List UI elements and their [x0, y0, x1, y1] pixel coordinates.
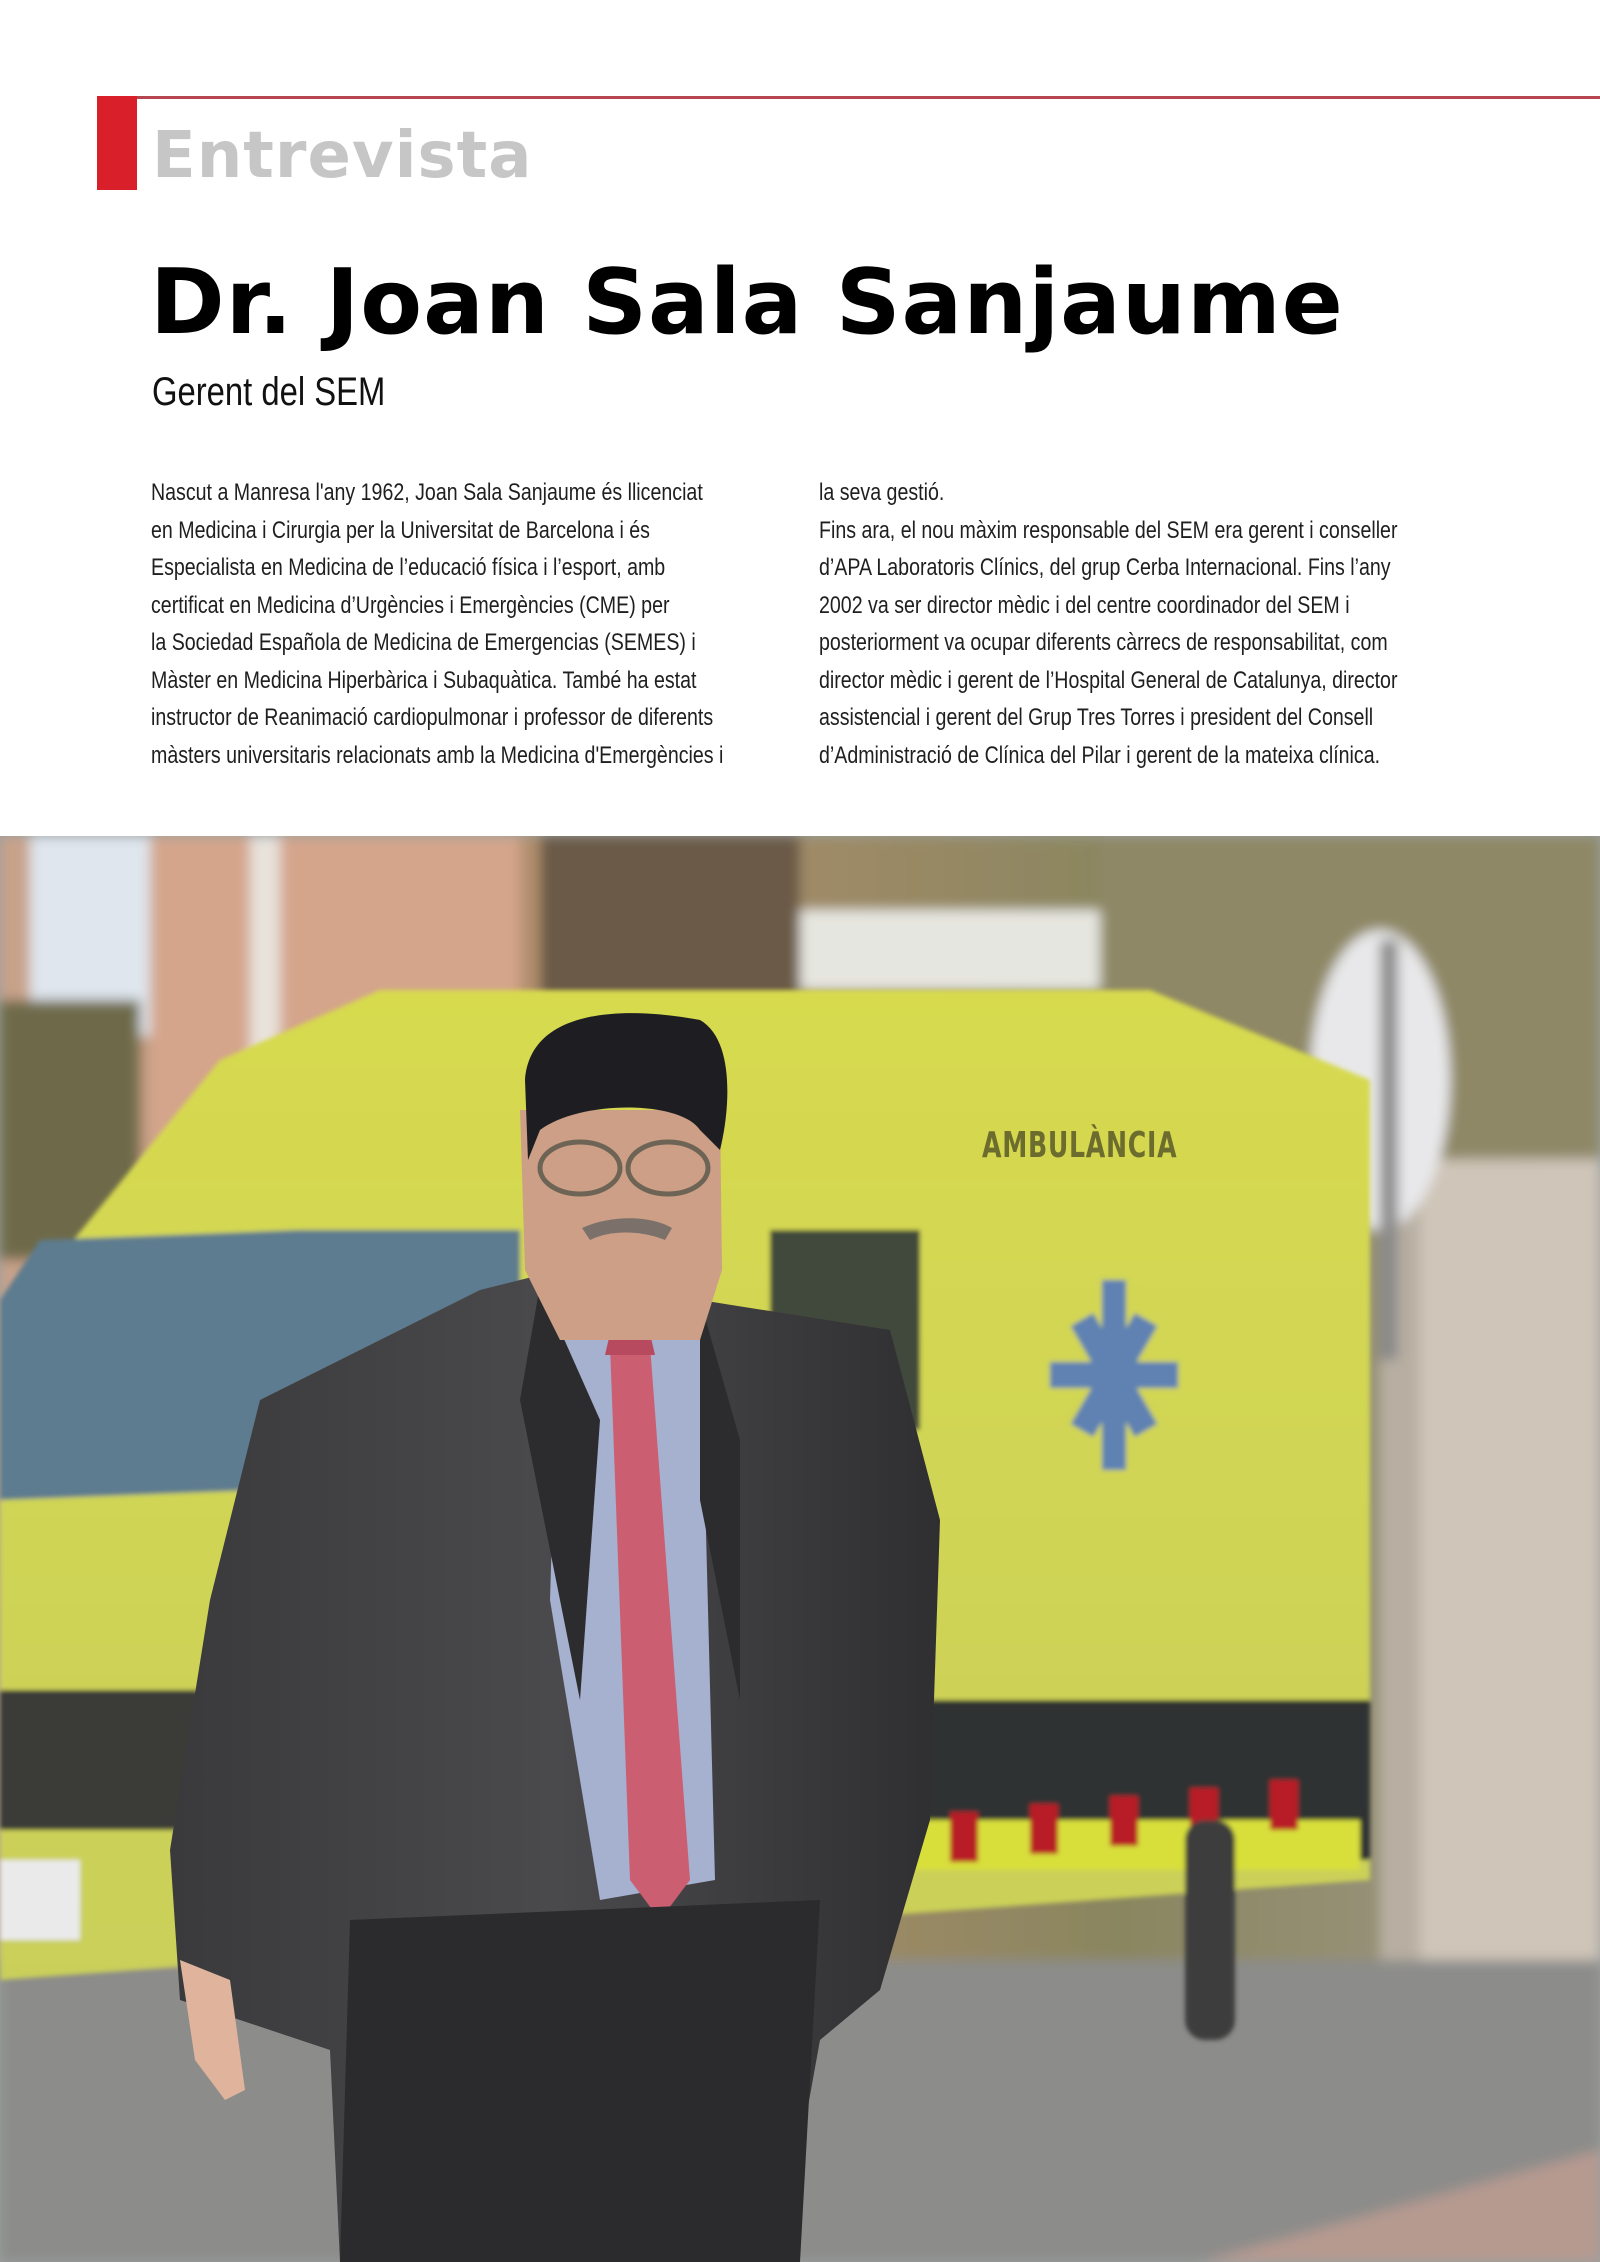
body-column-right: [819, 474, 1397, 774]
article-title: Dr. Joan Sala Sanjaume: [150, 250, 1344, 355]
portrait-photo: [0, 836, 1600, 2262]
body-column-left: [151, 474, 723, 774]
body-line: Nascut a Manresa l'any 1962, Joan Sala Sanjaume és llicenciat: [151, 479, 703, 506]
body-line: en Medicina i Cirurgia per la Universitat de Barcelona i és: [151, 516, 650, 544]
section-label: Entrevista: [152, 119, 533, 193]
body-line: la Sociedad Española de Medicina de Emergencias (SEMES) i: [151, 629, 696, 656]
body-line: certificat en Medicina d’Urgències i Emergències (CME) per: [151, 591, 670, 619]
body-line: 2002 va ser director mèdic i del centre coordinador del SEM i: [819, 591, 1350, 619]
body-line: posteriorment va ocupar diferents càrrecs de responsabilitat, com: [819, 629, 1388, 656]
body-line: Especialista en Medicina de l’educació física i l’esport, amb: [151, 554, 666, 581]
body-line: Màster en Medicina Hiperbàrica i Subaquàtica. També ha estat: [151, 666, 697, 694]
body-line: màsters universitaris relacionats amb la Medicina d'Emergències i: [151, 741, 724, 769]
header-rule: [97, 96, 1600, 99]
body-line: d’Administració de Clínica del Pilar i gerent de la mateixa clínica.: [819, 741, 1381, 769]
body-line: la seva gestió.: [819, 479, 945, 506]
body-line: d’APA Laboratoris Clínics, del grup Cerba Internacional. Fins l’any: [819, 554, 1391, 581]
ambulance-text: AMBULÀNCIA: [982, 1125, 1178, 1166]
body-line: director mèdic i gerent de l’Hospital General de Catalunya, director: [819, 666, 1398, 694]
article-subtitle: Gerent del SEM: [152, 370, 386, 414]
body-line: assistencial i gerent del Grup Tres Torres i president del Consell: [819, 704, 1374, 731]
body-line: instructor de Reanimació cardiopulmonar i professor de diferents: [151, 704, 714, 731]
section-accent-bar: [97, 96, 137, 190]
body-line: Fins ara, el nou màxim responsable del SEM era gerent i conseller: [819, 516, 1398, 544]
